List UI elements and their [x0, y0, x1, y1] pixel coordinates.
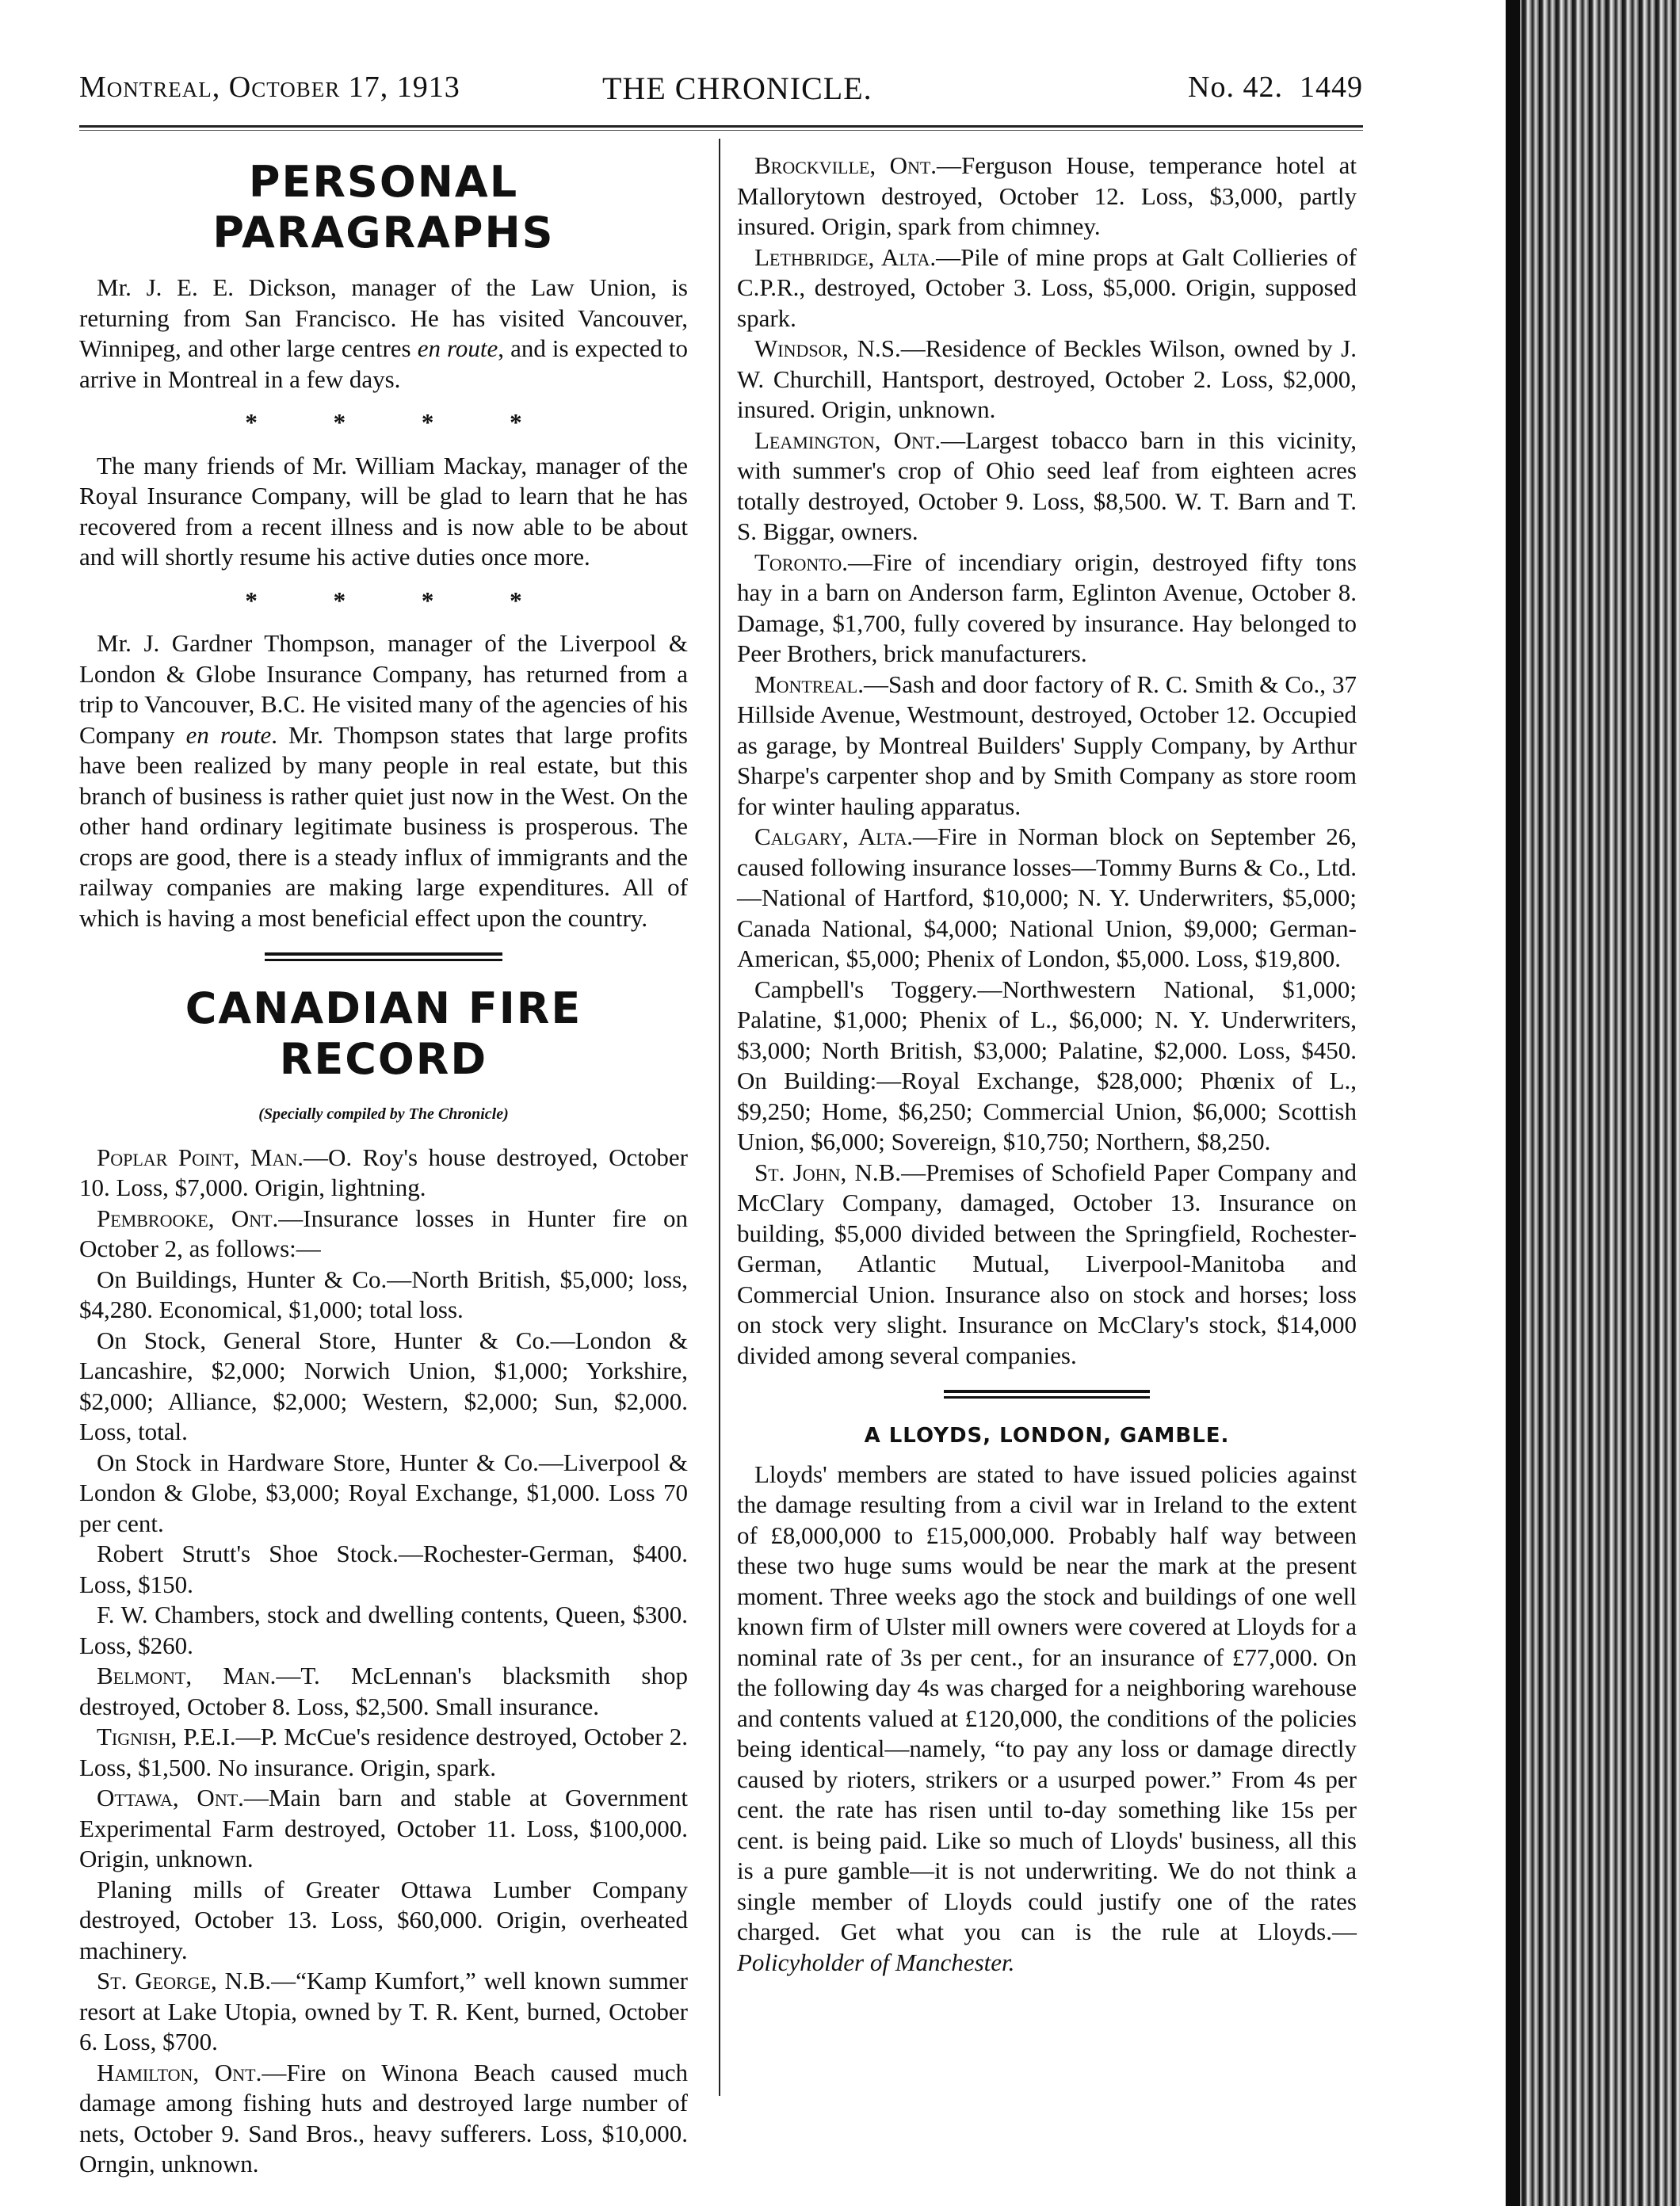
section-divider — [944, 1390, 1150, 1399]
lloyds-article-title: A LLOYDS, LONDON, GAMBLE. — [864, 1424, 1230, 1448]
left-column — [79, 151, 688, 2180]
fire-entry-text: —Sash and door factory of R. C. Smith & Co., 37 Hillside Avenue, Westmount, destroyed, October 12. Occupied as garage, by Montreal Builders' Supply Company, by Arthur Sharpe's carpenter shop and by Smith Company as store room for winter hauling apparatus. — [737, 670, 1357, 820]
personal-paragraph-mackay: The many friends of Mr. William Mackay, manager of the Royal Insurance Company, will be glad to learn that he has recovered from a recent illness and is now able to be about and will shortly resume his active duties once more. — [79, 451, 688, 571]
fire-entry-text: —P. McCue's residence destroyed, October 2. Loss, $1,500. No insurance. Origin, spark. — [79, 1723, 688, 1781]
fire-entry — [79, 1661, 688, 1722]
fire-entry-place: Windsor, N.S. — [754, 334, 901, 362]
fire-entry-text: —Ferguson House, temperance hotel at Mallorytown destroyed, October 12. Loss, $3,000, partly insured. Origin, spark from chimney. — [737, 151, 1357, 240]
fire-entry-text: —Fire of incendiary origin, destroyed fifty tons hay in a barn on Anderson farm, Eglinton Avenue, October 8. Damage, $1,700, fully covered by insurance. Hay belonged to Peer Brothers, brick manufacturers. — [737, 548, 1357, 667]
lloyds-article-body: Lloyds' members are stated to have issued policies against the damage resulting from a civil war in Ireland to the extent of £8,000,000 to £15,000,000. Probably half way between these two huge sums would be near the mark at the present moment. Three weeks ago the stock and buildings of one well known firm of Ulster mill owners were covered at Lloyds for a nominal rate of 3s per cent., for an insurance of £77,000. On the following day 4s was charged for a neighboring warehouse and contents valued at £120,000, the conditions of the policies being identical—namely, “to pay any loss or damage directly caused by rioters, strikers or a usurped power.” From 4s per cent. the rate has risen until to-day something like 15s per cent. is being paid. Like so much of Lloyds' business, all this is a pure gamble—it is not underwriting. We do not think a single member of Lloyds could justify one of the rates charged. Get what you can is the rule at Lloyds.—Policyholder of Manchester. — [737, 1460, 1357, 1976]
personal-paragraphs-title: PERSONAL PARAGRAPHS — [212, 157, 555, 258]
fire-entry — [79, 1722, 688, 1783]
fire-entry-text: —Pile of mine props at Galt Collieries of C.P.R., destroyed, October 3. Loss, $5,000. Origin, supposed spark. — [737, 242, 1357, 332]
fire-entry — [79, 1600, 688, 1661]
fire-entry-text: —Residence of Beckles Wilson, owned by J. W. Churchill, Hantsport, destroyed, October 2. Loss, $2,000, insured. Origin, unknown. — [737, 334, 1357, 423]
fire-entry — [79, 1875, 688, 1967]
fire-entry-place: St. George, N.B. — [97, 1967, 272, 1994]
column-rule — [719, 139, 720, 2096]
fire-entry — [79, 1539, 688, 1600]
personal-paragraph-thompson: Mr. J. Gardner Thompson, manager of the Liverpool & London & Globe Insurance Company, has returned from a trip to Vancouver, B.C. He visited many of the agencies of his Company en route. Mr. Thompson states that large profits have been realized by many people in real estate, but this branch of business is rather quiet just now in the West. On the other hand ordinary legitimate business is prosperous. The crops are good, there is a steady influx of immigrants and the railway companies are making large expenditures. All of which is having a most beneficial effect upon the country. — [79, 629, 688, 932]
fire-entry-text: F. W. Chambers, stock and dwelling contents, Queen, $300. Loss, $260. — [79, 1601, 688, 1659]
fire-record-title: CANADIAN FIRE RECORD — [185, 983, 582, 1084]
header-rule-thin — [79, 130, 1363, 131]
page-number: 1449 — [1300, 71, 1363, 104]
fire-entry-place: Calgary, Alta. — [754, 822, 913, 850]
personal-paragraph-dickson: Mr. J. E. E. Dickson, manager of the Law Union, is returning from San Francisco. He has visited Vancouver, Winnipeg, and other large centres en route, and is expected to arrive in Montreal in a few days. — [79, 273, 688, 393]
fire-entry — [737, 1158, 1357, 1372]
fire-entry-text: —Largest tobacco barn in this vicinity, with summer's crop of Ohio seed leaf from eighteen acres totally destroyed, October 9. Loss, $8,500. W. T. Barn and T. S. Biggar, owners. — [737, 426, 1357, 545]
fire-entry — [79, 1326, 688, 1448]
fire-entry — [737, 242, 1357, 334]
fire-record-subtitle: (Specially compiled by The Chronicle) — [258, 1105, 509, 1123]
fire-entry — [737, 426, 1357, 548]
lloyds-signature: Policyholder of Manchester. — [737, 1948, 1015, 1976]
section-stars: * * * * — [245, 408, 557, 436]
issue-number: No. 42. — [1188, 71, 1283, 104]
fire-entry — [737, 151, 1357, 242]
fire-entry-place: Tignish, P.E.I. — [97, 1723, 236, 1750]
section-stars: * * * * — [245, 586, 557, 614]
fire-entry-place: Ottawa, Ont. — [97, 1784, 244, 1811]
right-column — [737, 151, 1357, 1978]
fire-entry — [79, 1783, 688, 1875]
section-divider — [265, 952, 502, 961]
dateline: Montreal, October 17, 1913 — [79, 71, 460, 104]
fire-entry — [737, 670, 1357, 822]
fire-entry-text: On Stock in Hardware Store, Hunter & Co.—Liverpool & London & Globe, $3,000; Royal Exchange, $1,000. Loss 70 per cent. — [79, 1448, 688, 1537]
book-page-edges — [1506, 0, 1680, 2206]
fire-record-right-list — [737, 151, 1357, 1371]
fire-record-left-list — [79, 1143, 688, 2180]
fire-entry-place: Lethbridge, Alta. — [754, 242, 937, 271]
fire-entry-place: Leamington, Ont. — [754, 426, 941, 454]
fire-entry-place: Montreal. — [754, 670, 864, 698]
fire-entry — [79, 1265, 688, 1326]
fire-entry — [79, 1448, 688, 1540]
fire-entry — [79, 2058, 688, 2180]
fire-entry-text: Planing mills of Greater Ottawa Lumber Company destroyed, October 13. Loss, $60,000. Origin, overheated machinery. — [79, 1875, 688, 1964]
fire-entry — [79, 1966, 688, 2058]
fire-entry-place: Pembrooke, Ont. — [97, 1204, 279, 1232]
fire-entry-text: Campbell's Toggery.—Northwestern National, $1,000; Palatine, $1,000; Phenix of L., $6,000; N. Y. Underwriters, $3,000; North British, $3,000; Palatine, $2,000. Loss, $450. On Building:—Royal Exchange, $28,000; Phœnix of L., $9,250; Home, $6,250; Commercial Union, $6,000; Scottish Union, $6,000; Sovereign, $10,750; Northern, $8,250. — [737, 975, 1357, 1155]
fire-entry — [79, 1143, 688, 1204]
fire-entry-place: St. John, N.B. — [754, 1158, 902, 1186]
fire-entry-text: Robert Strutt's Shoe Stock.—Rochester-German, $400. Loss, $150. — [79, 1540, 688, 1598]
fire-entry-text: —Insurance losses in Hunter fire on October 2, as follows:— — [79, 1204, 688, 1262]
header-rule — [79, 125, 1363, 128]
fire-entry-place: Hamilton, Ont. — [97, 2058, 262, 2086]
fire-entry-place: Poplar Point, Man. — [97, 1143, 304, 1171]
fire-entry — [737, 975, 1357, 1158]
fire-entry-text: —Fire in Norman block on September 26, caused following insurance losses—Tommy Burns & Co., Ltd.—National of Hartford, $10,000; N. Y. Underwriters, $5,000; Canada National, $4,000; National Union, $9,000; German-American, $5,000; Phenix of London, $5,000. Loss, $19,800. — [737, 822, 1357, 972]
fire-entry-place: Toronto. — [754, 548, 848, 576]
fire-entry — [737, 822, 1357, 975]
fire-entry — [737, 334, 1357, 426]
fire-entry-place: Belmont, Man. — [97, 1662, 277, 1689]
fire-entry-text: On Buildings, Hunter & Co.—North British, $5,000; loss, $4,280. Economical, $1,000; total loss. — [79, 1265, 688, 1323]
masthead: THE CHRONICLE. — [602, 71, 872, 106]
fire-entry-text: —T. McLennan's blacksmith shop destroyed, October 8. Loss, $2,500. Small insurance. — [79, 1662, 688, 1720]
fire-entry-place: Brockville, Ont. — [754, 151, 937, 179]
fire-entry-text: —Premises of Schofield Paper Company and McClary Company, damaged, October 13. Insurance on building, $5,000 divided between the Springfield, Rochester-German, Atlantic Mutual, Liverpool-Manitoba and Commercial Union. Insurance also on stock and horses; loss on stock very slight. Insurance on McClary's stock, $14,000 divided among several companies. — [737, 1158, 1357, 1369]
fire-entry-text: —“Kamp Kumfort,” well known summer resort at Lake Utopia, owned by T. R. Kent, burned, October 6. Loss, $700. — [79, 1967, 688, 2055]
issue-page-number — [1188, 70, 1363, 105]
page-header — [79, 70, 1363, 117]
fire-entry-text: —Main barn and stable at Government Experimental Farm destroyed, October 11. Loss, $100,000. Origin, unknown. — [79, 1784, 688, 1872]
fire-entry-text: On Stock, General Store, Hunter & Co.—London & Lancashire, $2,000; Norwich Union, $1,000; Yorkshire, $2,000; Alliance, $2,000; Western, $2,000; Sun, $2,000. Loss, total. — [79, 1326, 688, 1445]
fire-entry-text: —Fire on Winona Beach caused much damage among fishing huts and destroyed large number of nets, October 9. Sand Bros., heavy sufferers. Loss, $10,000. Orngin, unknown. — [79, 2058, 688, 2177]
fire-entry — [737, 548, 1357, 670]
fire-entry-text: —O. Roy's house destroyed, October 10. Loss, $7,000. Origin, lightning. — [79, 1143, 689, 1201]
fire-entry — [79, 1204, 688, 1265]
